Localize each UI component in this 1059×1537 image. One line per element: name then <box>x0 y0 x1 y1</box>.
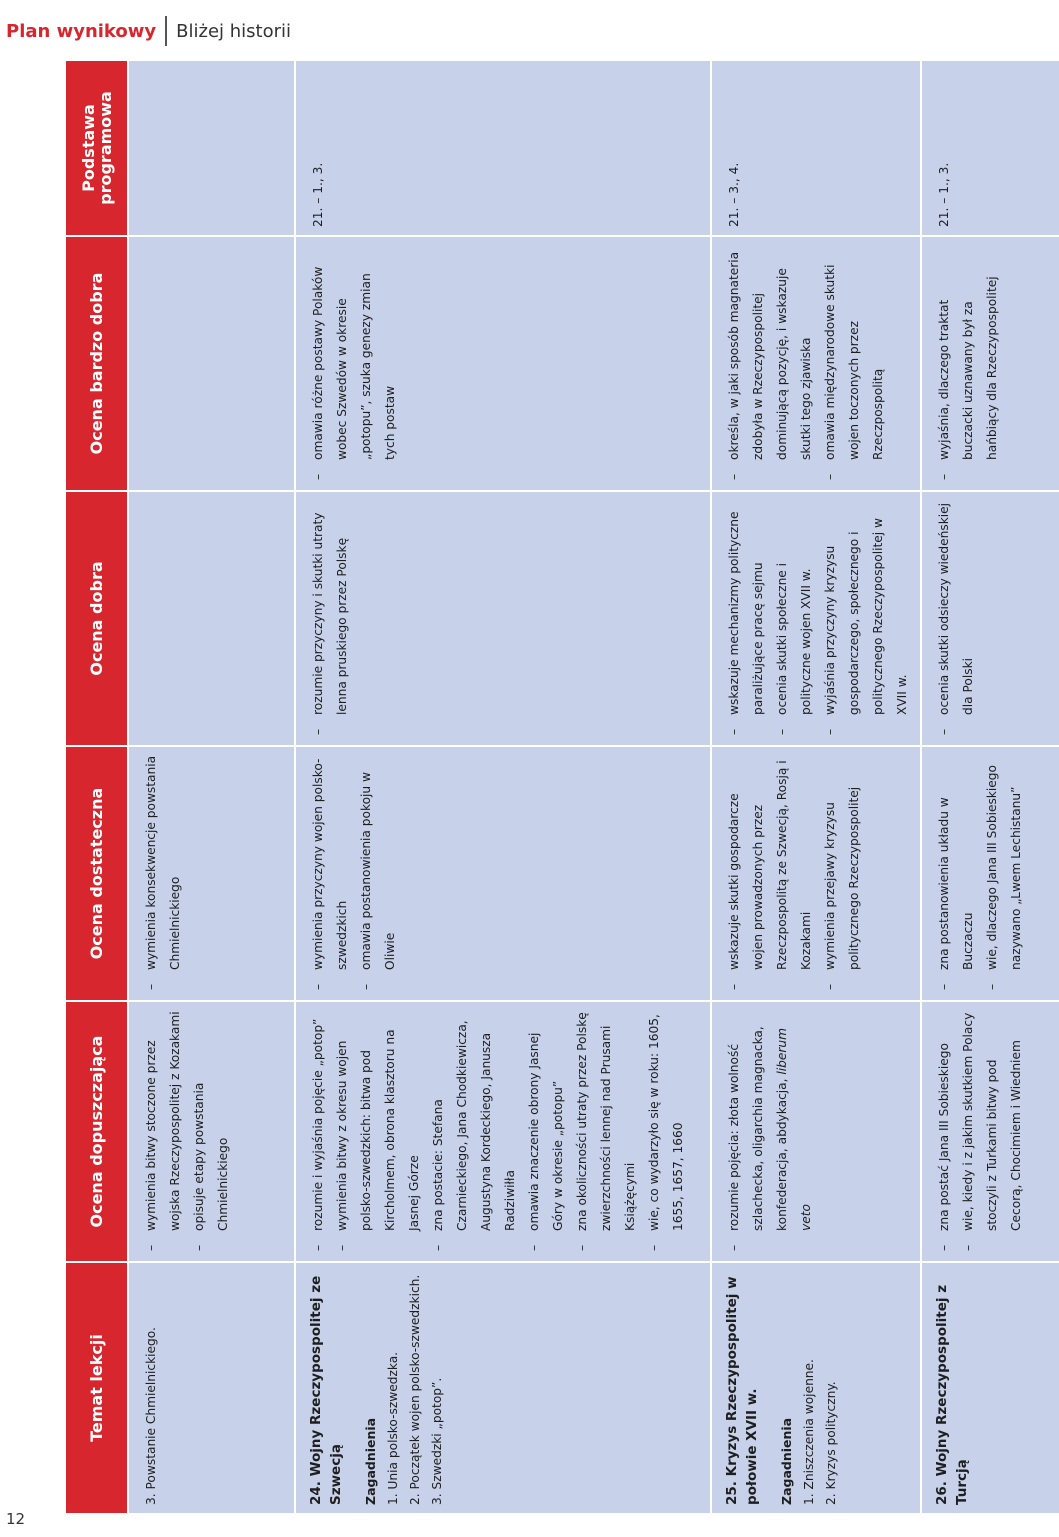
topic-cell <box>295 1262 711 1513</box>
criterion-item: – zna postacie: Stefana Czarnieckiego, Jana Chodkiewicza, Augustyna Kordeckiego, Janusza Radziwiłła <box>426 1010 522 1253</box>
dobra-cell <box>128 491 295 746</box>
dopuszczajaca-cell <box>128 1001 295 1262</box>
topic-title: 3. Powstanie Chmielnickiego. <box>144 1327 158 1505</box>
col-header-dobra: Ocena dobra <box>66 491 128 746</box>
criterion-item: – wyjaśnia przyczyny kryzysu gospodarczego, społecznego i politycznego Rzeczypospolitej w XVII w. <box>818 500 914 737</box>
criterion-item: – ocenia skutki odsieczy wiedeńskiej dla Polski <box>932 500 980 737</box>
table-row <box>295 61 711 1513</box>
bardzo-dobra-cell <box>711 236 921 491</box>
dostateczna-cell <box>711 746 921 1001</box>
criterion-item: – omawia międzynarodowe skutki wojen toczonych przez Rzeczpospolitą <box>818 245 890 482</box>
criterion-item <box>722 1010 818 1253</box>
criterion-item: – wymienia przejawy kryzysu politycznego Rzeczypospolitej <box>818 755 866 992</box>
dobra-cell <box>295 491 711 746</box>
col-header-dopuszczajaca: Ocena dopuszczająca <box>66 1001 128 1262</box>
brand-title: Plan wynikowy <box>6 20 157 42</box>
criterion-item: – rozumie przyczyny i skutki utraty lenna pruskiego przez Polskę <box>306 500 354 737</box>
col-header-topic: Temat lekcji <box>66 1262 128 1513</box>
criterion-item: – określa, w jaki sposób magnateria zdobyła w Rzeczypospolitej dominującą pozycję, i wskazuje skutki tego zjawiska <box>722 245 818 482</box>
podstawa-cell <box>128 61 295 236</box>
dostateczna-cell <box>128 746 295 1001</box>
dostateczna-cell <box>921 746 1059 1001</box>
criterion-item: – omawia różne postawy Polaków wobec Szwedów w okresie „potopu”, szuka genezy zmian tych postaw <box>306 245 402 482</box>
criterion-item: – wskazuje mechanizmy polityczne paraliżujące pracę sejmu <box>722 500 770 737</box>
dobra-cell <box>711 491 921 746</box>
criterion-item: – omawia postanowienia pokoju w Oliwie <box>354 755 402 992</box>
podstawa-cell: 21. – 1., 3. <box>295 61 711 236</box>
dostateczna-cell <box>295 746 711 1001</box>
dobra-cell <box>921 491 1059 746</box>
bardzo-dobra-cell <box>295 236 711 491</box>
criterion-item: – zna postanowienia układu w Buczaczu <box>932 755 980 992</box>
table-header-row <box>66 61 128 1513</box>
topic-cell <box>711 1262 921 1513</box>
dopuszczajaca-cell <box>295 1001 711 1262</box>
criterion-text: rozumie pojęcia: złota wolność szlachecka, oligarchia magnacka, konfederacja, abdykacja, <box>727 1026 789 1231</box>
criterion-italic-term: liberum veto <box>775 1027 813 1231</box>
topic-cell <box>921 1262 1059 1513</box>
col-header-bardzo-dobra: Ocena bardzo dobra <box>66 236 128 491</box>
criterion-item: – wymienia bitwy stoczone przez wojska Rzeczypospolitej z Kozakami <box>139 1010 187 1253</box>
topic-title: 24. Wojny Rzeczypospolitej ze Szwecją <box>308 1275 344 1505</box>
criterion-item: – wie, co wydarzyło się w roku: 1605, 1655, 1657, 1660 <box>642 1010 690 1253</box>
criterion-item: – zna okoliczności utraty przez Polskę zwierzchności lennej nad Prusami Książęcymi <box>570 1010 642 1253</box>
zagadnienie-item: 2. Początek wojen polsko-szwedzkich. <box>408 1274 422 1505</box>
bardzo-dobra-cell <box>921 236 1059 491</box>
topic-cell <box>128 1262 295 1513</box>
table-row <box>128 61 295 1513</box>
criterion-item: – wymienia bitwy z okresu wojen polsko-szwedzkich: bitwa pod Kircholmem, obrona klasztoru na Jasnej Górze <box>330 1010 426 1253</box>
grading-plan-table <box>66 61 1059 1513</box>
col-header-dostateczna: Ocena dostateczna <box>66 746 128 1001</box>
criterion-item: – wie, dlaczego Jana III Sobieskiego nazywano „Lwem Lechistanu” <box>980 755 1028 992</box>
podstawa-cell: 21. – 3., 4. <box>711 61 921 236</box>
page-number: 12 <box>6 1510 26 1528</box>
criterion-item: – rozumie i wyjaśnia pojęcie „potop” <box>306 1010 330 1253</box>
zagadnienie-item: 1. Unia polsko-szwedzka. <box>386 1351 400 1505</box>
podstawa-cell: 21. – 1., 3. <box>921 61 1059 236</box>
table-row <box>921 61 1059 1513</box>
criterion-item: – wie, kiedy i z jakim skutkiem Polacy stoczyli z Turkami bitwy pod Cecorą, Chocimiem i Wiedniem <box>956 1010 1028 1253</box>
criterion-item: – zna postać Jana III Sobieskiego <box>932 1010 956 1253</box>
dopuszczajaca-cell <box>921 1001 1059 1262</box>
zagadnienia-heading: Zagadnienia <box>779 1417 794 1505</box>
topic-title: 25. Kryzys Rzeczypospolitej w połowie XVII w. <box>724 1276 760 1505</box>
table-row <box>711 61 921 1513</box>
rotated-table-wrapper <box>66 61 1023 1513</box>
dopuszczajaca-cell <box>711 1001 921 1262</box>
criterion-item: – wskazuje skutki gospodarcze wojen prowadzonych przez Rzeczpospolitą ze Szwecją, Rosją i Kozakami <box>722 755 818 992</box>
col-header-podstawa: Podstawa programowa <box>66 61 128 236</box>
topic-title: 26. Wojny Rzeczypospolitej z Turcją <box>934 1284 970 1505</box>
bardzo-dobra-cell <box>128 236 295 491</box>
page-header <box>6 14 291 48</box>
zagadnienie-item: 3. Szwedzki „potop”. <box>430 1377 444 1505</box>
header-divider <box>165 16 167 46</box>
criterion-item: – wyjaśnia, dlaczego traktat buczacki uznawany był za hańbiący dla Rzeczypospolitej <box>932 245 1004 482</box>
criterion-item: – wymienia przyczyny wojen polsko-szwedzkich <box>306 755 354 992</box>
zagadnienie-item: 2. Kryzys polityczny. <box>824 1381 838 1505</box>
series-title: Bliżej historii <box>176 20 292 42</box>
zagadnienia-heading: Zagadnienia <box>363 1417 378 1505</box>
criterion-item: – omawia znaczenie obrony Jasnej Góry w okresie „potopu” <box>522 1010 570 1253</box>
criterion-item: – opisuje etapy powstania Chmielnickiego <box>187 1010 235 1253</box>
criterion-item: – wymienia konsekwencje powstania Chmielnickiego <box>139 755 187 992</box>
criterion-item: – ocenia skutki społeczne i polityczne wojen XVII w. <box>770 500 818 737</box>
zagadnienie-item: 1. Zniszczenia wojenne. <box>802 1359 816 1505</box>
